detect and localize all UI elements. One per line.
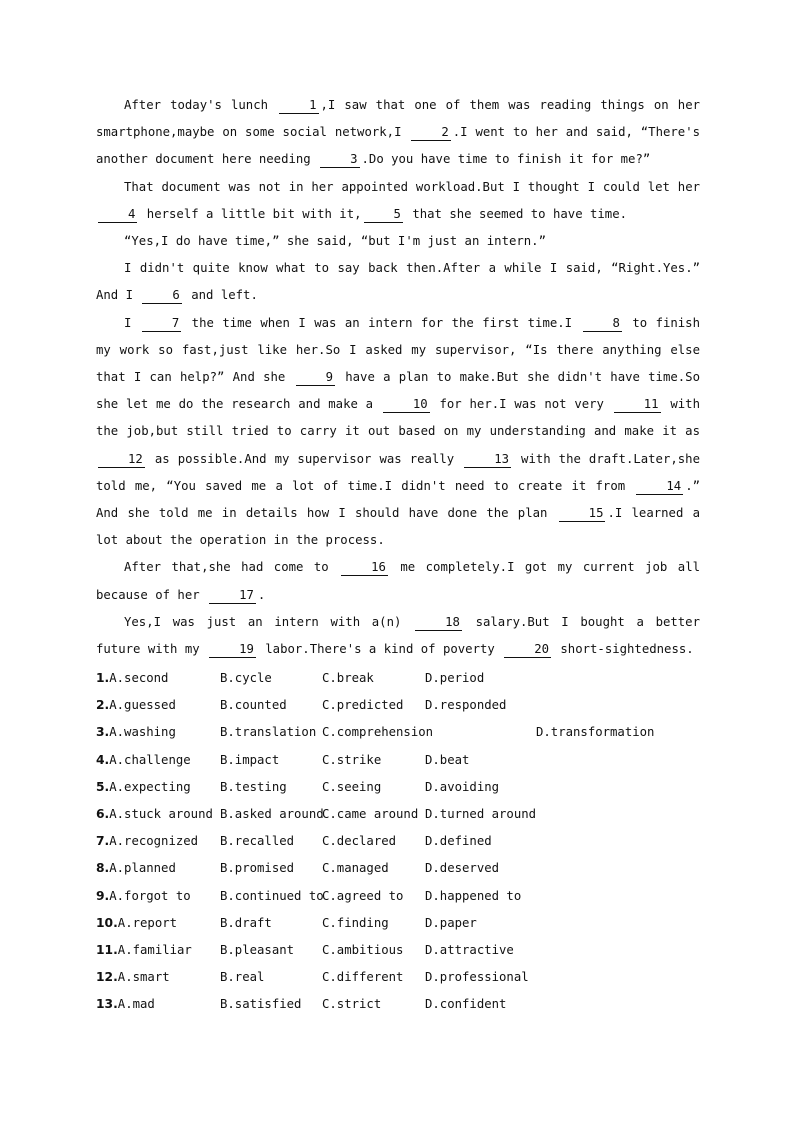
option-label: A.mad <box>117 997 155 1012</box>
option-a <box>96 991 155 1018</box>
option-a <box>96 719 176 746</box>
question-row <box>96 719 716 746</box>
blank-number: 7 <box>142 316 181 332</box>
passage-text: short-sightedness. <box>553 642 694 657</box>
blank-number: 18 <box>415 615 462 631</box>
question-row <box>96 855 716 882</box>
blank-number: 19 <box>209 642 256 658</box>
option-label: A.guessed <box>109 698 176 713</box>
option-a <box>96 937 192 964</box>
passage-text: with the job,but still tried to carry it out based on my understanding and make it as <box>96 397 700 439</box>
option-label: A.washing <box>109 725 176 740</box>
option-label: D.transformation <box>536 725 655 740</box>
question-number: 4. <box>96 752 110 767</box>
question-row <box>96 964 716 991</box>
option-label: A.stuck around <box>109 806 213 821</box>
option-b <box>220 991 301 1018</box>
option-d <box>425 937 514 964</box>
option-label: D.period <box>425 671 485 685</box>
option-b <box>220 910 272 937</box>
option-label: B.continued to <box>220 888 324 903</box>
blank-number: 16 <box>341 560 388 576</box>
option-label: A.second <box>109 671 169 685</box>
option-a <box>96 828 198 855</box>
option-a <box>96 910 177 937</box>
question-row <box>96 665 716 692</box>
option-d <box>425 991 506 1018</box>
option-label: B.testing <box>220 779 287 794</box>
passage-text: to finish my work so fast,just like her.So I asked my supervisor, “Is there anything else that I can help?” And she <box>96 315 700 385</box>
option-label: B.satisfied <box>220 997 302 1012</box>
question-number: 6. <box>96 806 110 821</box>
question-row <box>96 937 716 964</box>
option-d <box>425 964 529 991</box>
passage-text: I <box>124 315 140 330</box>
option-label: A.expecting <box>109 779 191 794</box>
option-label: D.responded <box>425 698 507 713</box>
option-label: A.familiar <box>117 942 192 957</box>
blank-number: 3 <box>320 152 359 168</box>
option-c <box>322 774 381 801</box>
option-label: C.different <box>322 970 404 985</box>
passage-text: salary.But I bought a better future with my <box>96 614 700 657</box>
option-label: D.avoiding <box>425 779 500 794</box>
option-label: C.strike <box>322 752 382 767</box>
question-row <box>96 991 716 1018</box>
passage-paragraph <box>96 310 700 555</box>
option-label: D.turned around <box>425 806 537 821</box>
passage-text: have a plan to make.But she didn't have time.So she let me do the research and make a <box>96 370 700 412</box>
passage-text: the time when I was an intern for the first time.I <box>183 315 581 330</box>
passage-paragraph <box>96 174 700 228</box>
option-label: C.seeing <box>322 779 382 794</box>
option-label: B.real <box>220 970 265 985</box>
question-row <box>96 828 716 855</box>
option-c <box>322 991 381 1018</box>
option-label: D.professional <box>425 970 529 985</box>
blank-number: 17 <box>209 588 256 604</box>
passage-text: .I learned a lot about the operation in the process. <box>96 506 700 548</box>
option-c <box>322 964 403 991</box>
passage-text: After today's lunch <box>124 98 278 112</box>
question-number: 9. <box>96 888 110 903</box>
option-label: C.comprehension <box>322 725 434 740</box>
option-c <box>322 692 403 719</box>
option-label: C.break <box>322 671 374 685</box>
option-label: C.finding <box>322 915 389 930</box>
passage-text: Yes,I was just an intern with a(n) <box>124 614 414 629</box>
blank-number: 8 <box>583 316 622 332</box>
passage-paragraph <box>96 554 700 608</box>
option-a <box>96 774 191 801</box>
blank-number: 11 <box>614 397 661 413</box>
option-label: B.pleasant <box>220 942 295 957</box>
option-d <box>425 883 521 910</box>
option-b <box>220 801 324 828</box>
option-label: C.came around <box>322 806 419 821</box>
option-b <box>220 665 272 692</box>
option-a <box>96 855 176 882</box>
passage-text: . <box>257 587 266 602</box>
option-a <box>96 747 191 774</box>
option-label: A.planned <box>109 861 176 876</box>
option-label: D.confident <box>425 997 507 1012</box>
question-row <box>96 883 716 910</box>
passage-text: .” And she told me in details how I should have done the plan <box>96 478 700 521</box>
option-label: B.translation <box>220 725 317 740</box>
passage-paragraph <box>96 92 700 174</box>
option-b <box>220 692 287 719</box>
question-row <box>96 747 716 774</box>
option-b <box>220 855 294 882</box>
passage-text: ,I saw that one of them was reading things on her smartphone,maybe on some social network,I <box>96 98 700 140</box>
passage-paragraph <box>96 255 700 309</box>
option-label: D.deserved <box>425 861 500 876</box>
option-label: C.predicted <box>322 698 404 713</box>
option-label: A.report <box>117 915 178 930</box>
option-label: C.declared <box>322 834 397 849</box>
question-row <box>96 774 716 801</box>
blank-number: 9 <box>296 370 335 386</box>
option-d <box>425 828 492 855</box>
option-label: D.attractive <box>425 942 514 957</box>
question-row <box>96 692 716 719</box>
blank-number: 1 <box>279 98 318 114</box>
passage-paragraph <box>96 609 700 663</box>
option-label: C.managed <box>322 861 389 876</box>
option-d <box>425 910 477 937</box>
question-number: 13. <box>96 997 118 1012</box>
option-label: C.ambitious <box>322 942 404 957</box>
option-c <box>322 747 381 774</box>
option-label: A.challenge <box>109 752 191 767</box>
option-b <box>220 883 324 910</box>
passage-text: That document was not in her appointed workload.But I thought I could let her <box>124 179 700 194</box>
blank-number: 10 <box>383 397 430 413</box>
option-d <box>536 719 654 746</box>
question-number: 1. <box>96 671 110 685</box>
option-label: B.asked around <box>220 806 324 821</box>
blank-number: 15 <box>559 506 606 522</box>
option-c <box>322 665 374 692</box>
cloze-passage <box>96 92 700 663</box>
option-a <box>96 692 176 719</box>
option-b <box>220 937 294 964</box>
option-label: A.forgot to <box>109 888 191 903</box>
passage-text: labor.There's a kind of poverty <box>257 642 503 657</box>
question-number: 7. <box>96 834 110 849</box>
option-label: A.recognized <box>109 834 199 849</box>
answer-options-list <box>96 665 716 1018</box>
option-label: B.draft <box>220 915 272 930</box>
option-b <box>220 719 316 746</box>
passage-text: as possible.And my supervisor was really <box>146 451 463 466</box>
option-a <box>96 883 191 910</box>
option-c <box>322 910 389 937</box>
option-d <box>425 855 499 882</box>
blank-number: 13 <box>464 452 511 468</box>
passage-text: with the draft.Later,she told me, “You saved me a lot of time.I didn't need to create it from <box>96 451 700 493</box>
passage-text: .Do you have time to finish it for me?” <box>361 152 651 167</box>
option-label: D.happened to <box>425 888 522 903</box>
option-a <box>96 964 170 991</box>
question-number: 2. <box>96 698 110 713</box>
option-label: B.promised <box>220 861 295 876</box>
option-d <box>425 801 536 828</box>
option-b <box>220 828 294 855</box>
passage-text: for her.I was not very <box>431 397 612 412</box>
blank-number: 6 <box>142 288 181 304</box>
option-label: B.cycle <box>220 671 272 685</box>
option-label: B.impact <box>220 752 280 767</box>
option-a <box>96 801 213 828</box>
option-c <box>322 801 418 828</box>
passage-text: .I went to her and said, “There's another document here needing <box>96 125 700 167</box>
question-row <box>96 910 716 937</box>
option-label: C.strict <box>322 997 382 1012</box>
option-d <box>425 774 499 801</box>
option-label: B.recalled <box>220 834 295 849</box>
option-label: A.smart <box>117 970 170 985</box>
option-c <box>322 883 403 910</box>
question-row <box>96 801 716 828</box>
option-b <box>220 964 264 991</box>
passage-text: herself a little bit with it, <box>139 206 362 221</box>
passage-text: I didn't quite know what to say back then.After a while I said, “Right.Yes.” And I <box>96 261 700 303</box>
question-number: 12. <box>96 970 118 985</box>
blank-number: 12 <box>98 452 145 468</box>
option-c <box>322 719 433 746</box>
blank-number: 5 <box>364 207 403 223</box>
option-label: D.defined <box>425 834 492 849</box>
option-c <box>322 855 389 882</box>
option-b <box>220 774 287 801</box>
option-a <box>96 665 168 692</box>
passage-text: “Yes,I do have time,” she said, “but I'm just an intern.” <box>124 234 546 249</box>
option-c <box>322 937 403 964</box>
option-label: D.beat <box>425 752 470 767</box>
question-number: 3. <box>96 725 110 740</box>
passage-text: me completely.I got my current job all because of her <box>96 560 700 602</box>
question-number: 11. <box>96 942 118 957</box>
option-label: C.agreed to <box>322 888 404 903</box>
question-number: 10. <box>96 915 118 930</box>
option-label: B.counted <box>220 698 287 713</box>
option-d <box>425 692 506 719</box>
blank-number: 14 <box>636 479 683 495</box>
question-number: 8. <box>96 861 110 876</box>
blank-number: 2 <box>411 125 450 141</box>
option-label: D.paper <box>425 915 477 930</box>
passage-paragraph <box>96 228 700 255</box>
passage-text: After that,she had come to <box>124 560 340 575</box>
option-b <box>220 747 279 774</box>
question-number: 5. <box>96 779 110 794</box>
option-d <box>425 665 484 692</box>
passage-text: that she seemed to have time. <box>404 206 628 221</box>
blank-number: 20 <box>504 642 551 658</box>
passage-text: and left. <box>183 288 258 303</box>
option-d <box>425 747 469 774</box>
blank-number: 4 <box>98 207 137 223</box>
option-c <box>322 828 396 855</box>
